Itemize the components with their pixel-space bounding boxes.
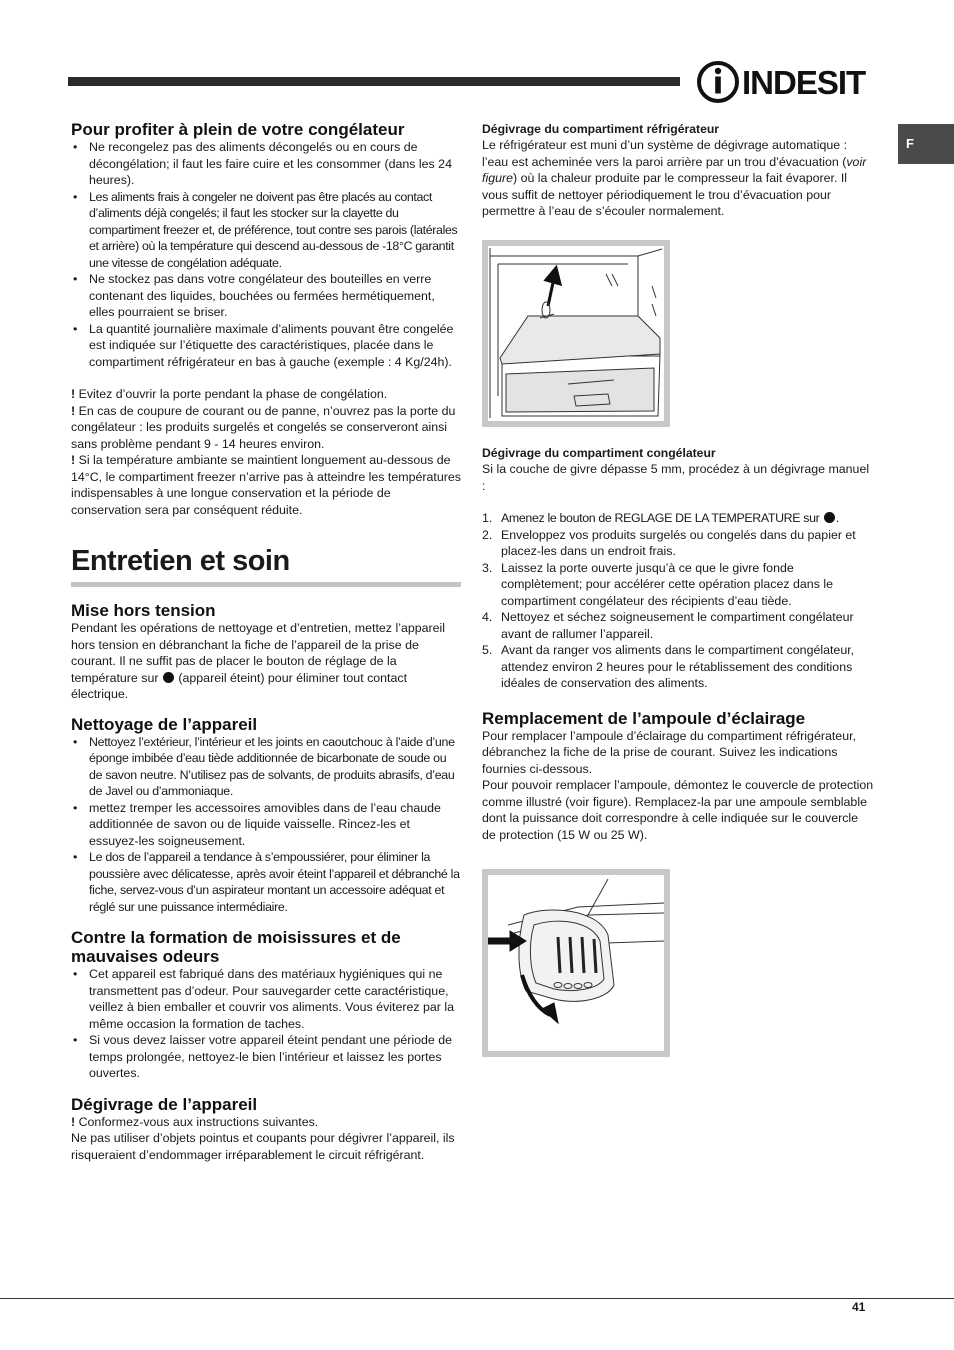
cong-degivrage-intro: Si la couche de givre dépasse 5 mm, procédez à un dégivrage manuel : bbox=[482, 462, 870, 493]
warning-3: ! Si la température ambiante se maintient longuement au-dessous de 14°C, le compartiment freezer n’arrive pas à atteindre les températures indispensables à une longue conservation et la période de conservation sera par conséquent réduite. bbox=[71, 453, 461, 517]
fridge-interior-illustration bbox=[488, 246, 664, 421]
section-title-mise: Mise hors tension bbox=[71, 601, 216, 620]
list-item: 4. Nettoyez et séchez soigneusement le compartiment congélateur avant de rallumer l’appareil. bbox=[482, 610, 854, 641]
list-item: 2. Enveloppez vos produits surgelés ou congelés dans du papier et placez-les dans un endroit frais. bbox=[482, 527, 856, 558]
degivrage-text: Ne pas utiliser d’objets pointus et coupants pour dégivrer l’appareil, ils risqueraient d’endommager irréparablement le circuit réfrigérant. bbox=[71, 1131, 455, 1162]
list-item: 5. Avant da ranger vos aliments dans le compartiment congélateur, attendez environ 2 heures pour le rétablissement des conditions idéales de conservation des aliments. bbox=[482, 643, 855, 690]
congelateur-bullets bbox=[71, 139, 461, 370]
list-item: • Nettoyez l’extérieur, l’intérieur et les joints en caoutchouc à l’aide d’une éponge imbibée d’eau tiède additionnée de bicarbonate de soude ou de savon neutre. N’utilisez pas de solvants, de produits abrasifs, d’eau de Javel ou d’ammoniaque. bbox=[71, 734, 461, 800]
list-item: • mettez tremper les accessoires amovibles dans de l’eau chaude additionnée de savon ou de liquide vaisselle. Rincez-les et essuyez-les soigneusement. bbox=[71, 800, 461, 850]
section-title-ampoule: Remplacement de l’ampoule d’éclairage bbox=[482, 708, 806, 728]
list-item: 1. Amenez le bouton de REGLAGE DE LA TEMPERATURE sur . bbox=[482, 511, 840, 525]
right-column-mid bbox=[482, 446, 874, 843]
off-dot-icon bbox=[163, 672, 174, 683]
footer-line bbox=[0, 1298, 954, 1299]
left-column bbox=[71, 120, 461, 1163]
list-item: • La quantité journalière maximale d’aliments pouvant être congelée est indiquée sur l’étiquette des caractéristiques, placée dans le compartiment réfrigérateur en bas à gauche (exemple : 4 Kg/24h). bbox=[71, 321, 461, 371]
logo-text: INDESIT bbox=[742, 64, 866, 101]
warning-2: ! En cas de coupure de courant ou de panne, n’ouvrez pas la porte du congélateur : les produits surgelés et congelés se conserveront ainsi sans problème pendant 9 - 14 heures environ. bbox=[71, 403, 456, 451]
section-title-congelateur: Pour profiter à plein de votre congélateur bbox=[71, 120, 405, 139]
section-title-nettoyage: Nettoyage de l’appareil bbox=[71, 714, 258, 734]
list-item: • Si vous devez laisser votre appareil éteint pendant une période de temps prolongée, nettoyez-le bien l’intérieur et laissez les portes ouvertes. bbox=[71, 1032, 461, 1082]
bulb-cover-illustration bbox=[488, 875, 664, 1051]
list-item: • Ne stockez pas dans votre congélateur des bouteilles en verre contenant des liquides, bouchées ou fermées hermétiquement, elles pourraient se briser. bbox=[71, 271, 461, 321]
cong-degivrage-steps bbox=[482, 510, 874, 692]
brand-logo bbox=[694, 58, 869, 106]
indesit-logo-icon bbox=[694, 58, 742, 106]
page-number: 41 bbox=[852, 1300, 866, 1314]
section-title-moisissures: Contre la formation de moisissures et de mauvaises odeurs bbox=[71, 928, 401, 966]
warning-1: ! Evitez d’ouvrir la porte pendant la phase de congélation. bbox=[71, 387, 388, 401]
page-title: Entretien et soin bbox=[71, 545, 290, 577]
moisissures-bullets bbox=[71, 966, 461, 1082]
ampoule-text-2: Pour pouvoir remplacer l’ampoule, démontez le couvercle de protection comme illustré (voir figure). Remplacez-la par une ampoule semblable dont la puissance doit correspondre à celle indiquée sur le couvercle de protection (15 W ou 25 W). bbox=[482, 778, 874, 842]
refrigerateur-text: Le réfrigérateur est muni d’un système de dégivrage automatique : l’eau est acheminée vers la paroi arrière par un trou d’évacuation (voir figure) où la chaleur produite par le compresseur la fait évaporer. Il vous suffit de nettoyer périodiquement le trou d’évacuation pour permettre à l’eau de s’écouler normalement. bbox=[482, 138, 867, 218]
list-item: 3. Laissez la porte ouverte jusqu’à ce que le givre fonde complètement; pour accélérer cette opération placez dans le compartiment congélateur des récipients d’eau tiède. bbox=[482, 560, 833, 608]
language-tab: F bbox=[898, 124, 954, 164]
degivrage-warning: ! Conformez-vous aux instructions suivantes. bbox=[71, 1114, 319, 1129]
ampoule-text-1: Pour remplacer l’ampoule d’éclairage du compartiment réfrigérateur, débranchez la fiche de la prise de courant. Suivez les indications fournies ci-dessous. bbox=[482, 728, 856, 776]
figure-bulb-cover bbox=[482, 869, 670, 1057]
list-item: • Les aliments frais à congeler ne doivent pas être placés au contact d’aliments déjà congelés; il faut les stocker sur la clayette du compartiment freezer et, de préférence, tout contre ses parois (latérales et arrière) où la température qui descend au-dessous de -18°C garantit une vitesse de congélation adéquate. bbox=[71, 189, 461, 272]
list-item: • Le dos de l’appareil a tendance à s’empoussiérer, pour éliminer la poussière avec délicatesse, après avoir éteint l’appareil et débranché la fiche, servez-vous d’un aspirateur montant un accessoire adéquat et réglé sur une puissance intermédiaire. bbox=[71, 849, 461, 915]
off-dot-icon bbox=[824, 512, 835, 523]
section-title-refrigerateur: Dégivrage du compartiment réfrigérateur bbox=[482, 122, 720, 136]
figure-fridge-drain bbox=[482, 240, 670, 427]
mise-text: Pendant les opérations de nettoyage et d’entretien, mettez l’appareil hors tension en débranchant la fiche de l’appareil de la prise de courant. Il ne suffit pas de placer le bouton de réglage de la température sur (appareil éteint) pour éliminer tout contact électrique. bbox=[71, 621, 446, 701]
section-title-degivrage: Dégivrage de l’appareil bbox=[71, 1094, 258, 1114]
right-column-top bbox=[482, 122, 874, 220]
list-item: • Ne recongelez pas des aliments décongelés ou en cours de décongélation; il faut les faire cuire et les consommer (dans les 24 heures). bbox=[71, 139, 461, 189]
section-title-cong-degivrage: Dégivrage du compartiment congélateur bbox=[482, 446, 716, 460]
header-bar bbox=[68, 77, 680, 86]
nettoyage-bullets bbox=[71, 734, 461, 916]
list-item: • Cet appareil est fabriqué dans des matériaux hygiéniques qui ne transmettent pas d’odeur. Pour sauvegarder cette caractéristique, veillez à bien emballer et couvrir vos aliments. Vous éviterez par la même occasion la formation de taches. bbox=[71, 966, 461, 1032]
